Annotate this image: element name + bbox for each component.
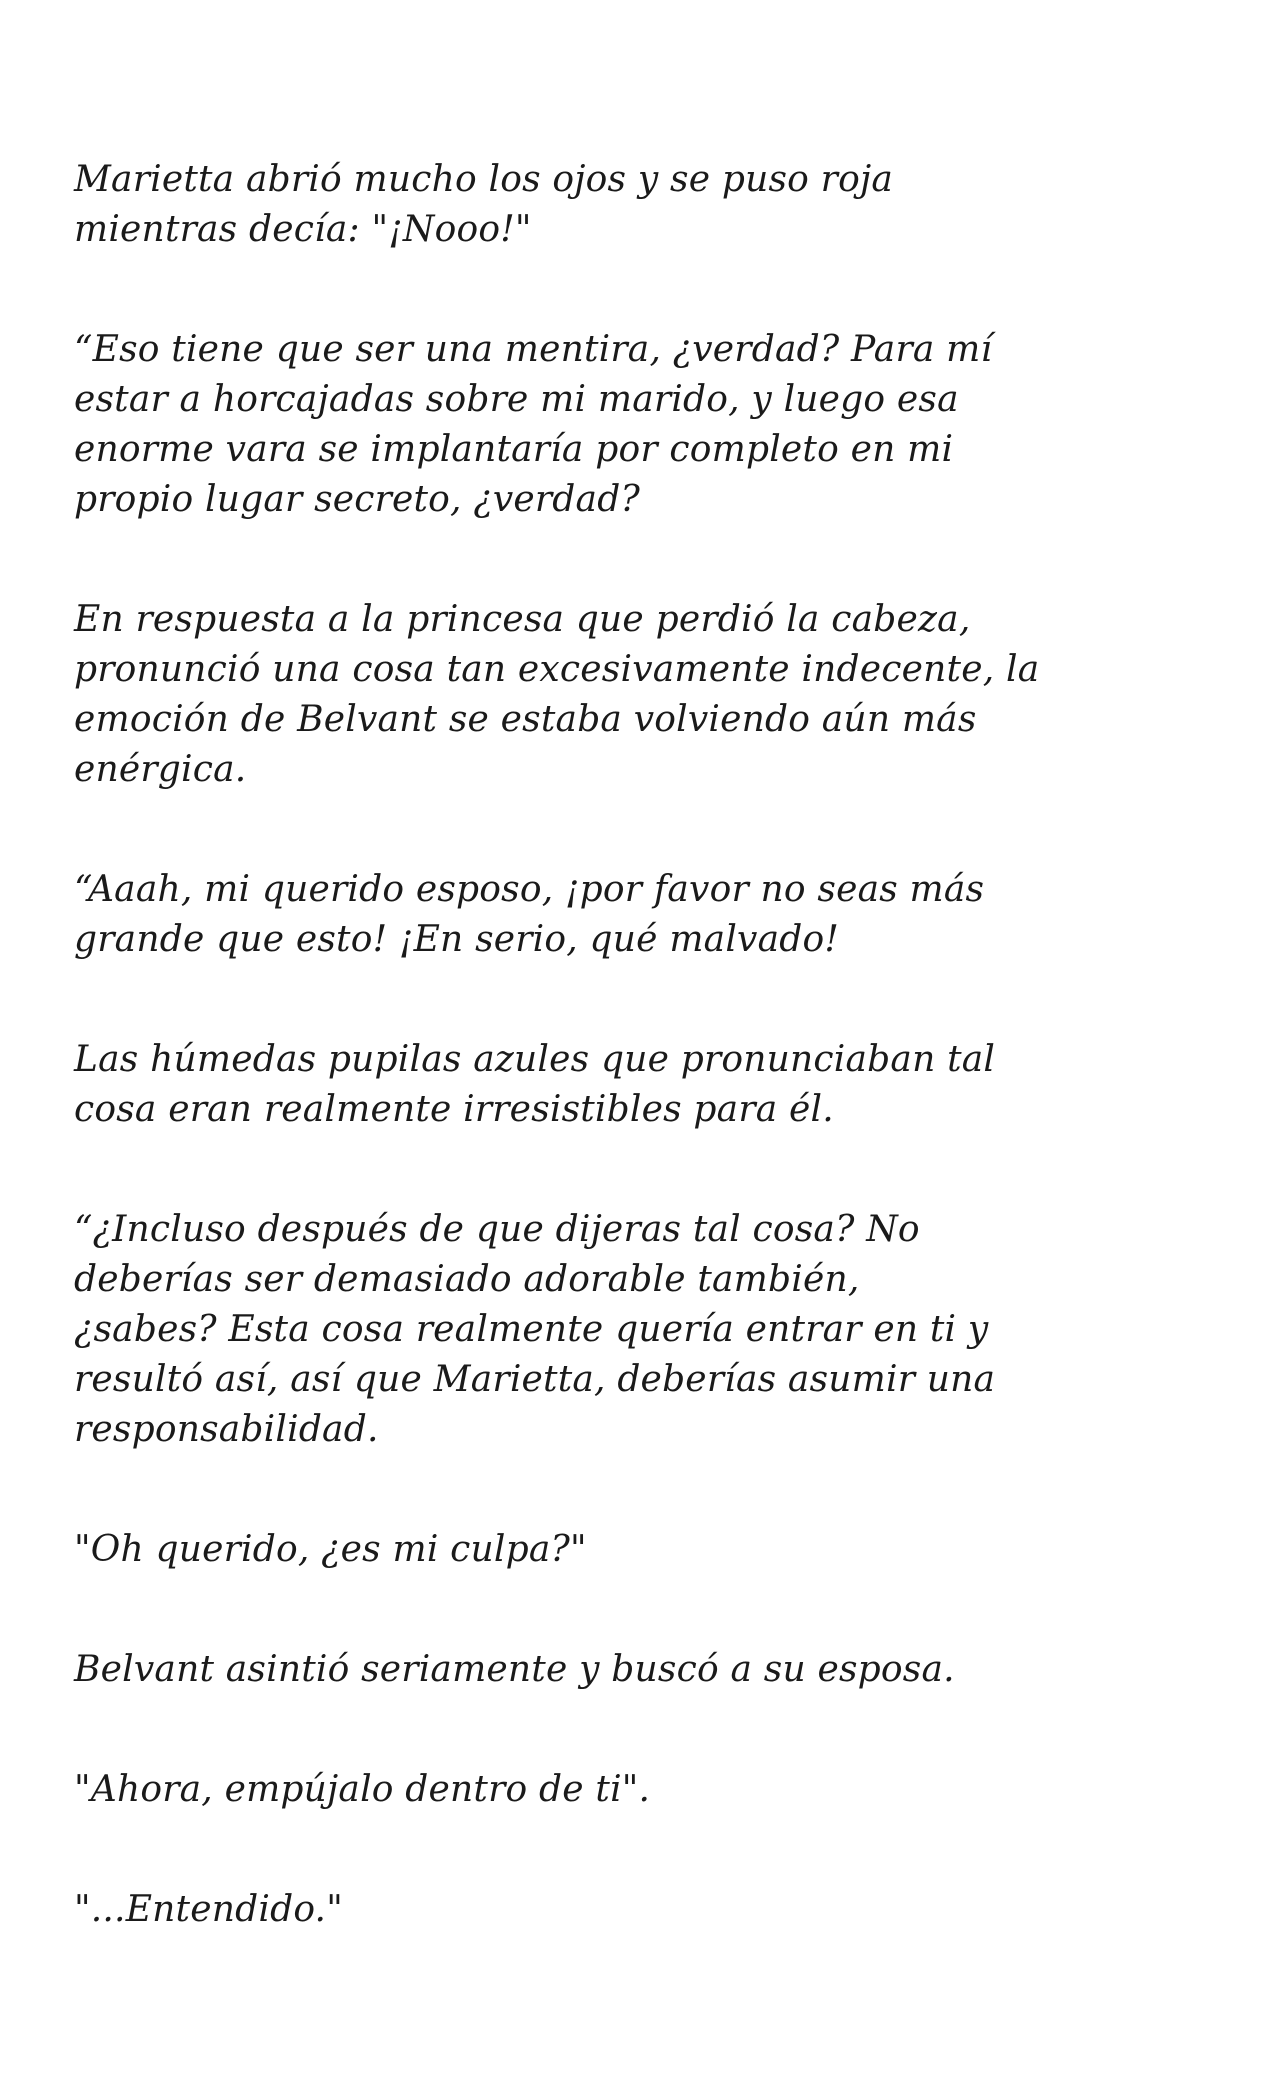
paragraph-2: “Eso tiene que ser una mentira, ¿verdad? Para mí estar a horcajadas sobre mi marido, y luego esa enorme vara se implantaría por completo en mi propio lugar secreto, ¿verdad?: [74, 329, 993, 520]
paragraph-1: Marietta abrió mucho los ojos y se puso roja mientras decía: "¡Nooo!": [74, 159, 893, 250]
story-text: [74, 155, 1224, 1935]
paragraph-7: "Oh querido, ¿es mi culpa?": [74, 1529, 587, 1570]
paragraph-5: Las húmedas pupilas azules que pronunciaban tal cosa eran realmente irresistibles para él.: [74, 1039, 996, 1130]
paragraph-8: Belvant asintió seriamente y buscó a su esposa.: [74, 1649, 955, 1690]
paragraph-9: "Ahora, empújalo dentro de ti".: [74, 1769, 651, 1810]
paragraph-6: “¿Incluso después de que dijeras tal cosa? No deberías ser demasiado adorable también, ¿sabes? Esta cosa realmente quería entrar en ti y resultó así, así que Marietta, deberías asumir una responsabilidad.: [74, 1209, 996, 1450]
paragraph-10: "...Entendido.": [74, 1889, 343, 1930]
paragraph-4: “Aaah, mi querido esposo, ¡por favor no seas más grande que esto! ¡En serio, qué malvado!: [74, 869, 985, 960]
paragraph-3: En respuesta a la princesa que perdió la cabeza, pronunció una cosa tan excesivamente indecente, la emoción de Belvant se estaba volviendo aún más enérgica.: [74, 599, 1040, 790]
